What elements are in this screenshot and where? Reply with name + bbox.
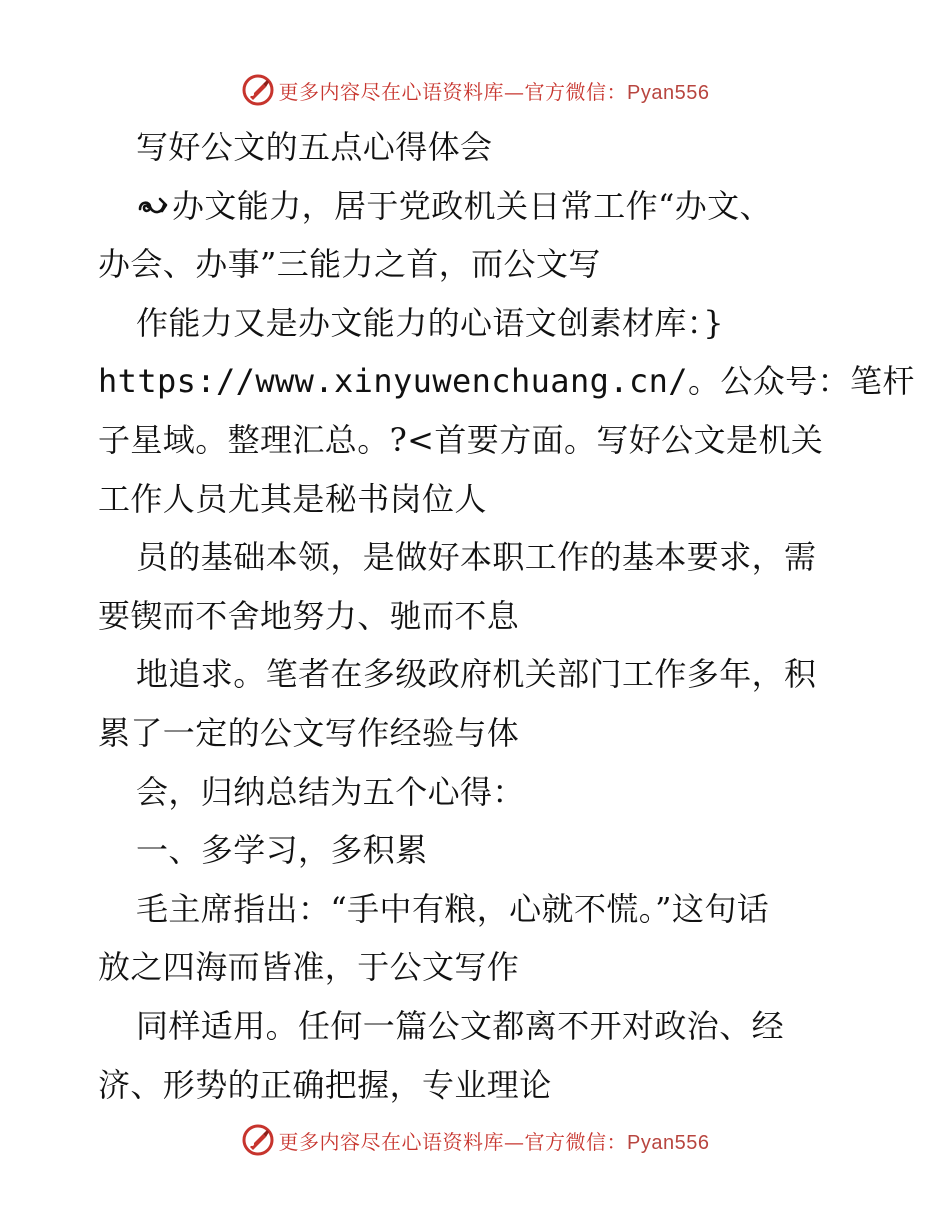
paragraph-line: 工作人员尤其是秘书岗位人: [98, 479, 487, 518]
paragraph-line: 放之四海而皆准，于公文写作: [98, 948, 520, 987]
header-banner-text: 更多内容尽在心语资料库—官方微信：Pyan556: [278, 79, 710, 104]
footer-banner: [0, 1120, 950, 1160]
pen-logo-icon: [241, 73, 275, 107]
paragraph-line: 同样适用。任何一篇公文都离不开对政治、经: [136, 1006, 785, 1045]
paragraph-line-text: 办文能力，居于党政机关日常工作“办文、: [172, 186, 772, 225]
paragraph-line: 毛主席指出：“手中有粮，心就不慌。”这句话: [136, 889, 770, 928]
header-wechat-id: Pyan556: [627, 81, 710, 104]
paragraph-line: 子星域。整理汇总。?<首要方面。写好公文是机关: [98, 420, 824, 459]
paragraph-line: 济、形势的正确把握，专业理论: [98, 1065, 552, 1104]
swirl-glyph-icon: [136, 193, 172, 219]
pen-logo-icon: [241, 1123, 275, 1157]
paragraph-line: 会，归纳总结为五个心得：: [136, 772, 525, 811]
paragraph-line: 办会、办事”三能力之首，而公文写: [98, 245, 601, 284]
paragraph-line: 累了一定的公文写作经验与体: [98, 713, 520, 752]
footer-banner-text: 更多内容尽在心语资料库—官方微信：Pyan556: [278, 1129, 710, 1154]
paragraph-line: 地追求。笔者在多级政府机关部门工作多年，积: [136, 655, 817, 694]
document-title: 写好公文的五点心得体会: [136, 128, 493, 166]
paragraph-line: [98, 177, 858, 236]
section-heading: 一、多学习，多积累: [136, 831, 428, 870]
url-line: https://www.xinyuwenchuang.cn/。公众号：笔杆: [98, 362, 915, 401]
paragraph-line: 要锲而不舍地努力、驰而不息: [98, 596, 520, 635]
document-body: [98, 118, 915, 1114]
paragraph-line: 作能力又是办文能力的心语文创素材库：}: [136, 303, 724, 342]
header-banner: [0, 70, 950, 110]
paragraph-line: 员的基础本领，是做好本职工作的基本要求，需: [136, 538, 817, 577]
footer-wechat-id: Pyan556: [627, 1131, 710, 1154]
